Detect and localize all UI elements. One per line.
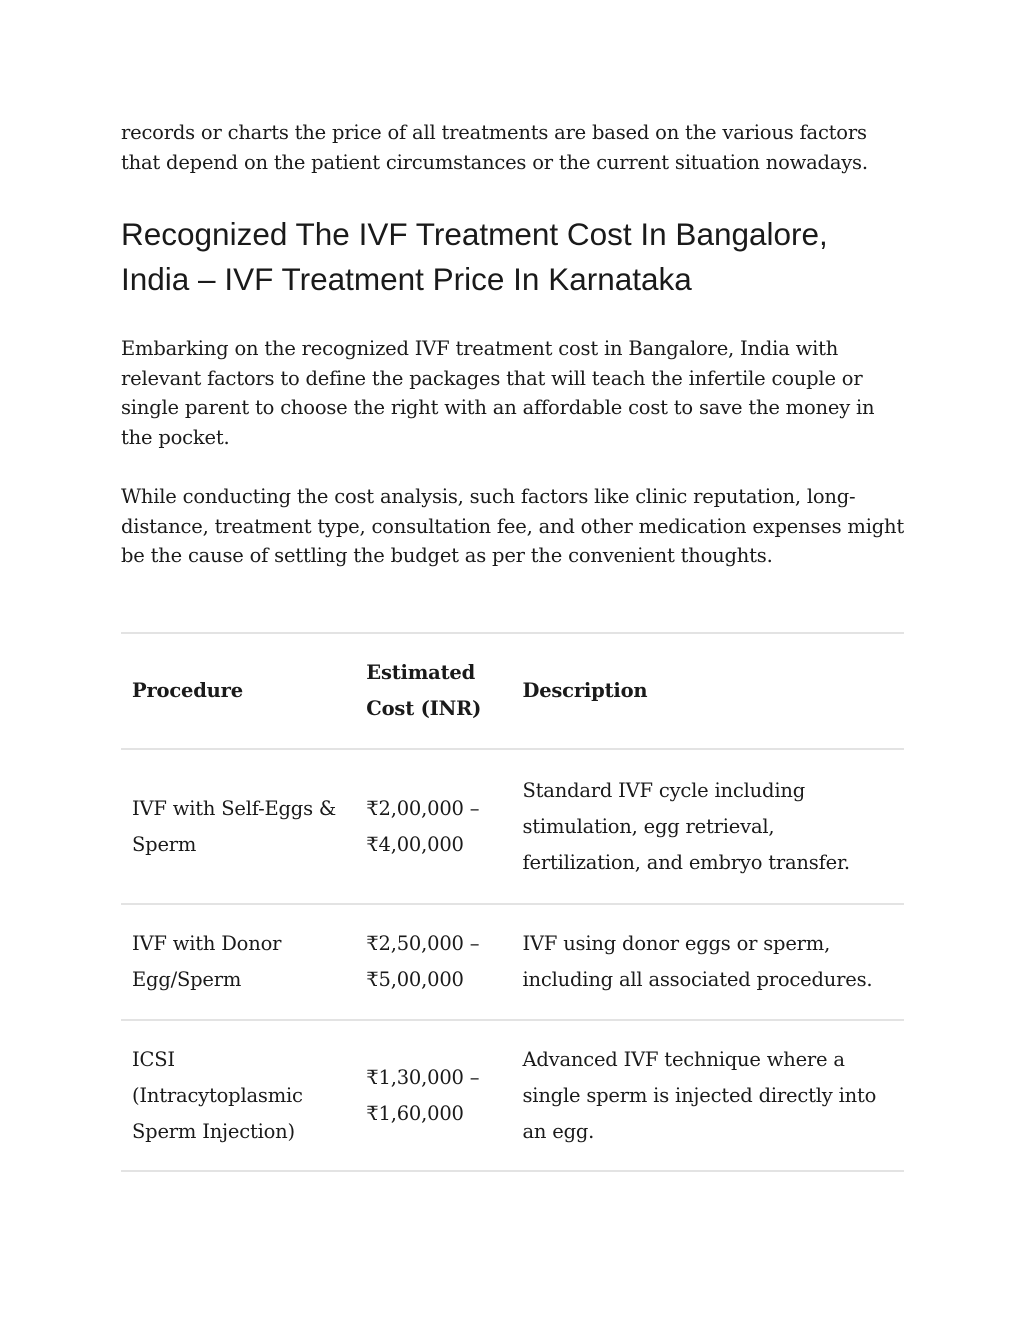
procedure-cell: IVF with Donor Egg/Sperm — [121, 904, 355, 1020]
table-row — [121, 904, 904, 1020]
cost-cell: ₹2,00,000 – ₹4,00,000 — [355, 749, 511, 904]
description-cell: Advanced IVF technique where a single sperm is injected directly into an egg. — [511, 1020, 904, 1171]
cost-cell: ₹2,50,000 – ₹5,00,000 — [355, 904, 511, 1020]
cost-cell: ₹1,30,000 – ₹1,60,000 — [355, 1020, 511, 1171]
header-procedure: Procedure — [121, 633, 355, 749]
header-estimated-cost: Estimated Cost (INR) — [355, 633, 511, 749]
procedure-cell: IVF with Self-Eggs & Sperm — [121, 749, 355, 904]
section-heading: Recognized The IVF Treatment Cost In Bangalore, India – IVF Treatment Price In Karnataka — [121, 216, 828, 297]
description-cell: Standard IVF cycle including stimulation, egg retrieval, fertilization, and embryo transfer. — [511, 749, 904, 904]
intro-paragraph: records or charts the price of all treatments are based on the various factors that depend on the patient circumstances or the current situation nowadays. — [121, 121, 868, 174]
table-header-row — [121, 633, 904, 749]
table-row — [121, 1020, 904, 1171]
description-cell: IVF using donor eggs or sperm, including all associated procedures. — [511, 904, 904, 1020]
header-description: Description — [511, 633, 904, 749]
cost-table — [121, 632, 904, 1172]
procedure-cell: ICSI (Intracytoplasmic Sperm Injection) — [121, 1020, 355, 1171]
table-row — [121, 749, 904, 904]
embark-paragraph: Embarking on the recognized IVF treatment cost in Bangalore, India with relevant factors to define the packages that will teach the infertile couple or single parent to choose the right with an affordable cost to save the money in the pocket. — [121, 337, 875, 449]
cost-analysis-paragraph: While conducting the cost analysis, such factors like clinic reputation, long-distance, treatment type, consultation fee, and other medication expenses might be the cause of settling the budget as per the convenient thoughts. — [121, 485, 905, 567]
